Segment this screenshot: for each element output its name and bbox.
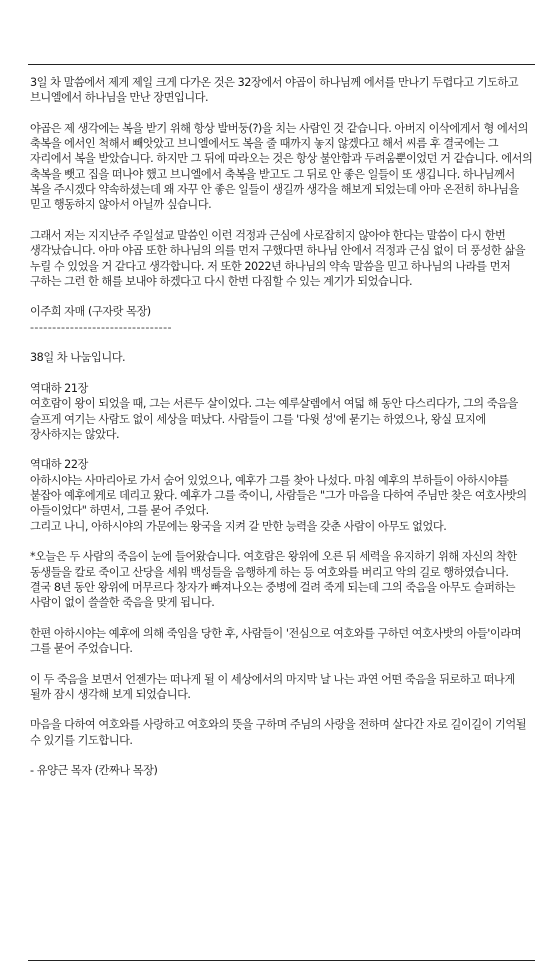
top-divider-line: [28, 64, 535, 65]
post1-paragraph-3: 그래서 저는 지지난주 주일설교 말씀인 이런 걱정과 근심에 사로잡히지 않아야 한다는 말씀이 다시 한번 생각났습니다. 아마 야곱 또한 하나님의 의를 먼저 구했다면 하나님 안에서 걱정과 근심 없이 더 풍성한 삶을 누릴 수 있었을 거 같다고 생각합니다. 저 또한 2022년 하나님의 약속 말씀을 믿고 하나님의 나라를 먼저 구하는 그런 한 해를 보내야 하겠다고 다시 한번 다짐할 수 있는 계기가 되었습니다.: [30, 228, 526, 288]
post1-paragraph-1: 3일 차 말씀에서 제게 제일 크게 다가온 것은 32장에서 야곱이 하나님께 에서를 만나기 두렵다고 기도하고 브니엘에서 하나님을 만난 장면입니다.: [30, 76, 519, 105]
post1-signature: 이주희 자매 (구자랏 목장): [30, 305, 151, 319]
reflection-paragraph-1: *오늘은 두 사람의 죽음이 눈에 들어왔습니다. 여호람은 왕위에 오른 뒤 세력을 유지하기 위해 자신의 착한 동생들을 칼로 죽이고 산당을 세워 백성들을 음행하게 하는 등 여호와를 버리고 악의 길로 행하였습니다.: [30, 550, 517, 579]
section-heading-chapter-21: 역대하 21장: [30, 381, 88, 395]
section-body-chapter-22: 아하시야는 사마리아로 가서 숨어 있었으나, 예후가 그를 찾아 나섰다. 마침 예후의 부하들이 아하시야를 붙잡아 예후에게로 데리고 왔다. 예후가 그를 죽이니, 사람들은 "그가 마음을 다하여 주님만 찾은 여호사밧의 아들이었다" 하면서, 그를 묻어 주었다.: [30, 473, 527, 518]
reflection-paragraph-3: 이 두 죽음을 보면서 언젠가는 떠나게 될 이 세상에서의 마지막 날 나는 과연 어떤 죽음을 뒤로하고 떠나게 될까 잠시 생각해 보게 되었습니다.: [30, 672, 515, 701]
post1-paragraph-2: 야곱은 제 생각에는 복을 받기 위해 항상 발버둥(?)을 치는 사람인 것 같습니다. 아버지 이삭에게서 형 에서의 축복을 에서인 척해서 빼앗았고 브니엘에서도 복을 줄 때까지 놓지 않겠다고 해서 씨름 후 결국에는 그 자리에서 복을 받았습니다. 하지만 그 뒤에 따라오는 것은 항상 불안함과 두려움뿐이었던 거 같습니다. 에서의 축복을 뺏고 집을 떠나야 했고 브니엘에서 축복을 받고도 그 뒤로 안 좋은 일들이 또 생깁니다. 하나님께서 복을 주시겠다 약속하셨는데 왜 자꾸 안 좋은 일들이 생길까 생각을 해보게 되었는데 아마 온전히 하나님을 믿고 행동하지 않아서 아닐까 싶습니다.: [30, 121, 533, 212]
section-body-chapter-21: 여호람이 왕이 되었을 때, 그는 서른두 살이었다. 그는 예루살렘에서 여덟 해 동안 다스리다가, 그의 죽음을 슬프게 여기는 사람도 없이 세상을 떠났다. 사람들이 그를 '다윗 성'에 묻기는 하였으나, 왕실 묘지에 장사하지는 않았다.: [30, 397, 518, 441]
reflection-paragraph-1-continued: 결국 8년 동안 왕위에 머무르다 창자가 빠져나오는 중병에 걸려 죽게 되는데 그의 죽음을 아무도 슬퍼하는 사람이 없이 쓸쓸한 죽음을 맞게 됩니다.: [30, 580, 516, 610]
post2-intro: 38일 차 나눔입니다.: [30, 351, 126, 365]
post2-signature: - 유양근 목자 (칸짜나 목장): [30, 764, 158, 778]
bottom-divider-line: [28, 960, 535, 961]
section-heading-chapter-22: 역대하 22장: [30, 458, 88, 472]
reflection-paragraph-2: 한편 아하시야는 예후에 의해 죽임을 당한 후, 사람들이 '전심으로 여호와를 구하던 여호사밧의 아들'이라며 그를 묻어 주었습니다.: [30, 626, 521, 655]
article-body: [30, 75, 534, 779]
section-body-chapter-22-continued: 그리고 나니, 아하시야의 가문에는 왕국을 지켜 갈 만한 능력을 갖춘 사람이 아무도 없었다.: [30, 519, 447, 533]
dashed-separator: --------------------------------: [30, 320, 172, 334]
reflection-paragraph-4: 마음을 다하여 여호와를 사랑하고 여호와의 뜻을 구하며 주님의 사랑을 전하며 살다간 자로 길이길이 기억될 수 있기를 기도합니다.: [30, 718, 527, 747]
